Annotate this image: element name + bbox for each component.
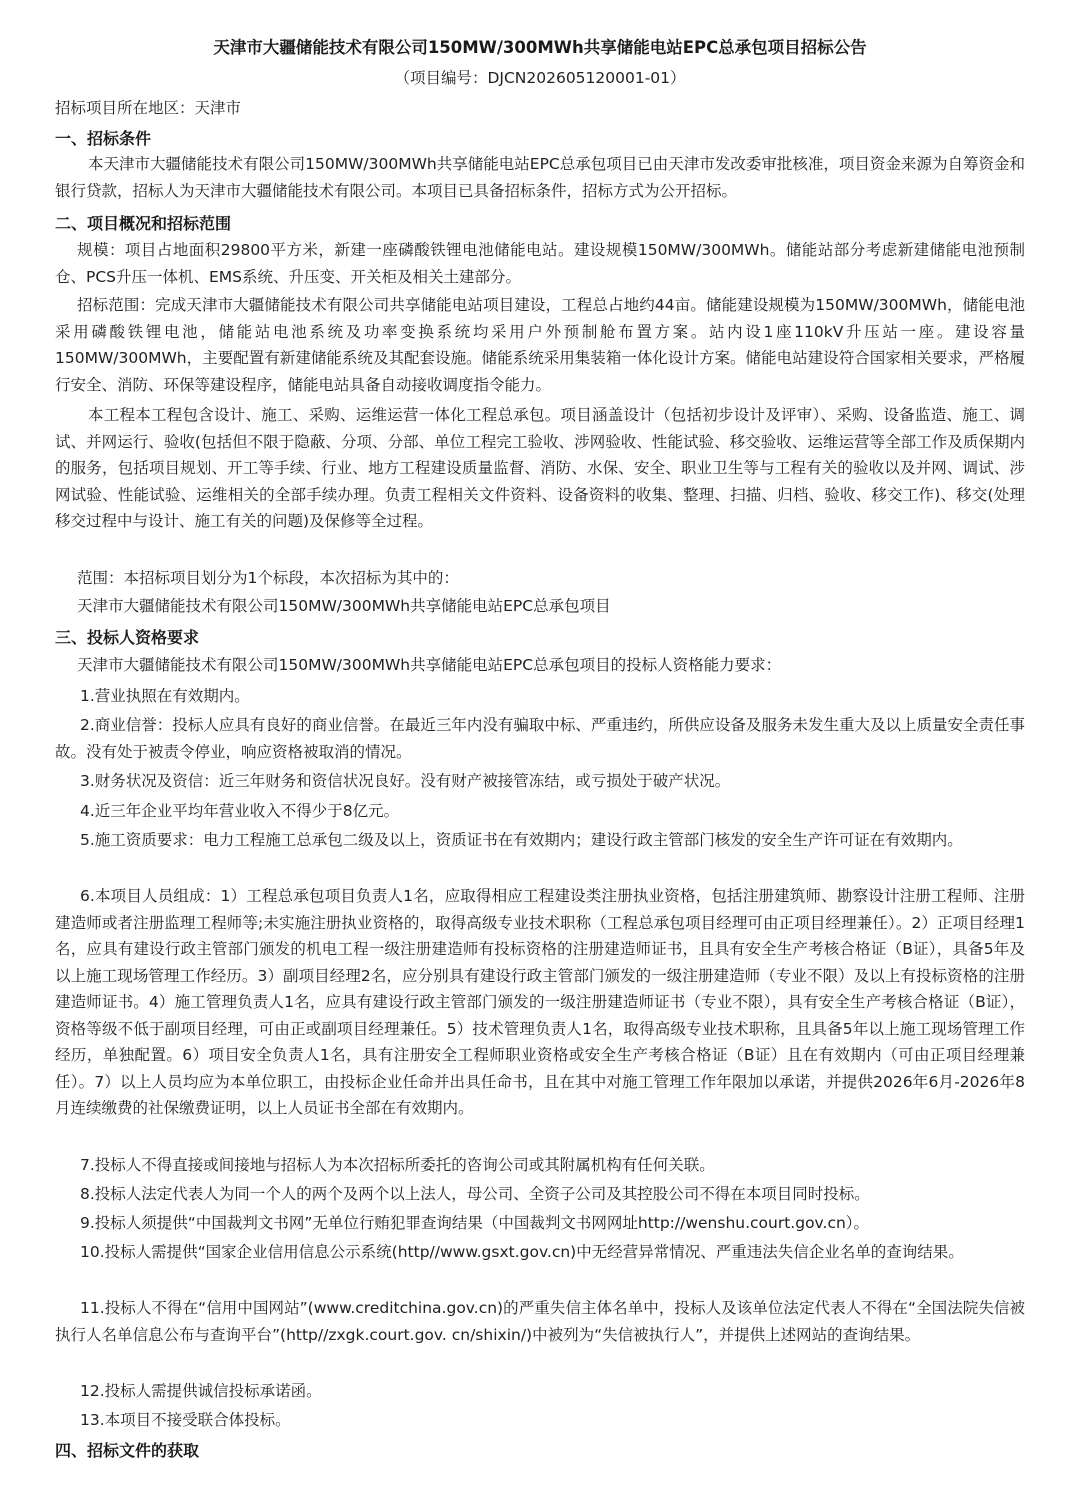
section-1-heading: 一、招标条件 <box>55 129 152 148</box>
lot-scope-paragraph: 范围：本招标项目划分为1个标段，本次招标为其中的： <box>77 569 459 587</box>
scale-paragraph: 规模：项目占地面积29800平方米，新建一座磷酸铁锂电池储能电站。建设规模150MW/300MWh。储能站部分考虑新建储能电池预制仓、PCS升压一体机、EMS系统、升压变、开关柜及相关土建部分。 <box>55 241 1025 286</box>
requirement-6: 6.本项目人员组成：1）工程总承包项目负责人1名，应取得相应工程建设类注册执业资格，包括注册建筑师、勘察设计注册工程师、注册建造师或者注册监理工程师等;未实施注册执业资格的，取得高级专业技术职称（工程总承包项目经理可由正项目经理兼任）。2）正项目经理1名，应具有建设行政主管部门颁发的机电工程一级注册建造师有投标资格的注册建造师证书，且具有安全生产考核合格证（B证），具备5年及以上施工现场管理工作经历。3）副项目经理2名，应分别具有建设行政主管部门颁发的一级注册建造师（专业不限）及以上有投标资格的注册建造师证书。4）施工管理负责人1名，应具有建设行政主管部门颁发的一级注册建造师证书（专业不限），具有安全生产考核合格证（B证），资格等级不低于副项目经理，可由正或副项目经理兼任。5）技术管理负责人1名，取得高级专业技术职称，且具备5年以上施工现场管理工作经历，单独配置。6）项目安全负责人1名，具有注册安全工程师职业资格或安全生产考核合格证（B证）且在有效期内（可由正项目经理兼任）。7）以上人员均应为本单位职工，由投标企业任命并出具任命书，且在其中对施工管理工作年限加以承诺，并提供2026年6月-2026年8月连续缴费的社保缴费证明，以上人员证书全部在有效期内。 <box>55 887 1025 1117</box>
section-4-heading: 四、招标文件的获取 <box>55 1441 200 1460</box>
project-region: 招标项目所在地区：天津市 <box>55 99 242 117</box>
project-number: （项目编号：DJCN202605120001-01） <box>394 69 686 87</box>
section-1-paragraph: 本天津市大疆储能技术有限公司150MW/300MWh共享储能电站EPC总承包项目已由天津市发改委审批核准，项目资金来源为自筹资金和银行贷款，招标人为天津市大疆储能技术有限公司。本项目已具备招标条件，招标方式为公开招标。 <box>55 155 1025 200</box>
requirement-9: 9.投标人须提供“中国裁判文书网”无单位行贿犯罪查询结果（中国裁判文书网网址http://wenshu.court.gov.cn）。 <box>80 1214 870 1232</box>
scope-paragraph: 招标范围：完成天津市大疆储能技术有限公司共享储能电站项目建设，工程总占地约44亩。储能建设规模为150MW/300MWh，储能电池采用磷酸铁锂电池，储能站电池系统及功率变换系统均采用户外预制舱布置方案。站内设1座110kV升压站一座。建设容量150MW/300MWh，主要配置有新建储能系统及其配套设施。储能系统采用集装箱一体化设计方案。储能电站建设符合国家相关要求，严格履行安全、消防、环保等建设程序，储能电站具备自动接收调度指令能力。 <box>55 296 1025 394</box>
requirement-7: 7.投标人不得直接或间接地与招标人为本次招标所委托的咨询公司或其附属机构有任何关联。 <box>80 1156 715 1174</box>
requirement-11: 11.投标人不得在“信用中国网站”(www.creditchina.gov.cn)的严重失信主体名单中，投标人及该单位法定代表人不得在“全国法院失信被执行人名单信息公布与查询平台”(http//zxgk.court.gov. cn/shixin/)中被列为“失信被执行人”，并提供上述网站的查询结果。 <box>55 1299 1025 1344</box>
requirement-5: 5.施工资质要求：电力工程施工总承包二级及以上，资质证书在有效期内；建设行政主管部门核发的安全生产许可证在有效期内。 <box>80 831 963 849</box>
requirement-13: 13.本项目不接受联合体投标。 <box>80 1411 291 1429</box>
document-title: 天津市大疆储能技术有限公司150MW/300MWh共享储能电站EPC总承包项目招标公告 <box>213 38 867 57</box>
requirement-3: 3.财务状况及资信：近三年财务和资信状况良好。没有财产被接管冻结，或亏损处于破产状况。 <box>80 772 731 790</box>
section-3-heading: 三、投标人资格要求 <box>55 628 200 647</box>
requirement-10: 10.投标人需提供“国家企业信用信息公示系统(http//www.gsxt.gov.cn)中无经营异常情况、严重违法失信企业名单的查询结果。 <box>80 1243 964 1261</box>
qualification-intro: 天津市大疆储能技术有限公司150MW/300MWh共享储能电站EPC总承包项目的投标人资格能力要求： <box>77 656 782 674</box>
section-2-heading: 二、项目概况和招标范围 <box>55 214 232 233</box>
requirement-8: 8.投标人法定代表人为同一个人的两个及两个以上法人，母公司、全资子公司及其控股公司不得在本项目同时投标。 <box>80 1185 870 1203</box>
requirement-12: 12.投标人需提供诚信投标承诺函。 <box>80 1382 322 1400</box>
requirement-1: 1.营业执照在有效期内。 <box>80 687 250 705</box>
lot-name-paragraph: 天津市大疆储能技术有限公司150MW/300MWh共享储能电站EPC总承包项目 <box>77 597 611 615</box>
epc-content-paragraph: 本工程本工程包含设计、施工、采购、运维运营一体化工程总承包。项目涵盖设计（包括初步设计及评审）、采购、设备监造、施工、调试、并网运行、验收(包括但不限于隐蔽、分项、分部、单位工程完工验收、涉网验收、性能试验、移交验收、运维运营等全部工作及质保期内的服务，包括项目规划、开工等手续、行业、地方工程建设质量监督、消防、水保、安全、职业卫生等与工程有关的验收以及并网、调试、涉网试验、性能试验、运维相关的全部手续办理。负责工程相关文件资料、设备资料的收集、整理、扫描、归档、验收、移交工作)、移交(处理移交过程中与设计、施工有关的问题)及保修等全过程。 <box>55 406 1025 530</box>
requirement-4: 4.近三年企业平均年营业收入不得少于8亿元。 <box>80 802 400 820</box>
requirement-2: 2.商业信誉：投标人应具有良好的商业信誉。在最近三年内没有骗取中标、严重违约，所供应设备及服务未发生重大及以上质量安全责任事故。没有处于被责令停业，响应资格被取消的情况。 <box>55 716 1025 761</box>
